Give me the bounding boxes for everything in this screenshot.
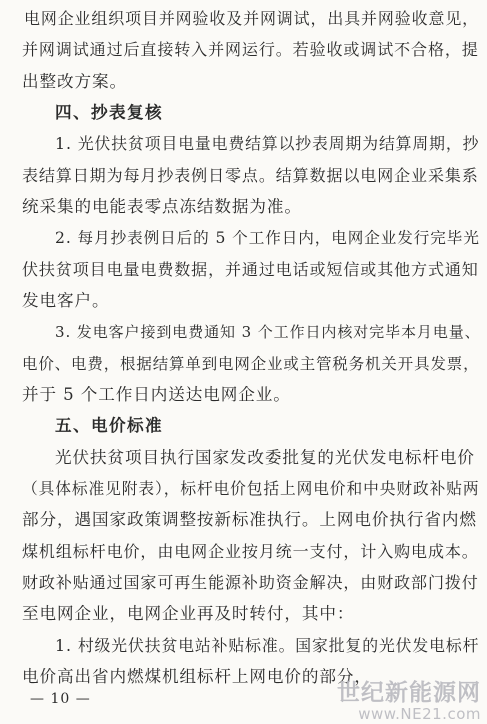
text-line: 2. 每月抄表例日后的 5 个工作日内，电网企业发行完毕光: [55, 229, 480, 248]
text-line: 统采集的电能表零点冻结数据为准。: [22, 197, 302, 216]
text-line: 部分，遇国家政策调整按新标准执行。上网电价执行省内燃: [22, 510, 477, 530]
text-line: 表结算日期为每月抄表例日零点。结算数据以电网企业采集系: [22, 165, 479, 185]
section-heading: 四、抄表复核: [55, 103, 163, 122]
text-line: 至电网企业，电网企业再及时转付，其中：: [22, 604, 355, 624]
text-line: 伏扶贫项目电量电费数据，并通过电话或短信或其他方式通知: [22, 259, 479, 279]
text-line: 3. 发电客户接到电费通知 3 个工作日内核对完毕本月电量、: [55, 323, 481, 342]
watermark: [337, 680, 481, 722]
watermark-name: 世纪新能源网: [337, 680, 481, 706]
text-line: 煤机组标杆电价，由电网企业按月统一支付，计入购电成本。: [22, 541, 479, 561]
page-number: — 10 —: [30, 691, 91, 707]
text-line: 电价、电费，根据结算单到电网企业或主管税务机关开具发票，: [22, 354, 480, 373]
text-line: 电网企业组织项目并网验收及并网调试，出具并网验收意见，: [24, 9, 480, 28]
text-line: 并于 5 个工作日内送达电网企业。: [22, 385, 291, 404]
text-line: （具体标准见附表），标杆电价包括上网电价和中央财政补贴两: [22, 479, 480, 498]
section-heading: 五、电价标准: [55, 416, 163, 436]
text-line: 并网调试通过后直接转入并网运行。若验收或调试不合格，提: [22, 40, 479, 60]
text-line: 电价高出省内燃煤机组标杆上网电价的部分，: [22, 667, 372, 686]
text-line: 发电客户。: [22, 291, 110, 310]
text-line: 1. 光伏扶贫项目电量电费结算以抄表周期为结算周期，抄: [55, 134, 480, 154]
text-line: 光伏扶贫项目执行国家发改委批复的光伏发电标杆电价: [55, 447, 475, 467]
watermark-url: www.NE21.com: [358, 705, 481, 723]
text-line: 出整改方案。: [22, 71, 127, 91]
text-line: 财政补贴通过国家可再生能源补助资金解决，由财政部门拨付: [22, 573, 479, 592]
text-line: 1. 村级光伏扶贫电站补贴标准。国家批复的光伏发电标杆: [55, 635, 480, 655]
